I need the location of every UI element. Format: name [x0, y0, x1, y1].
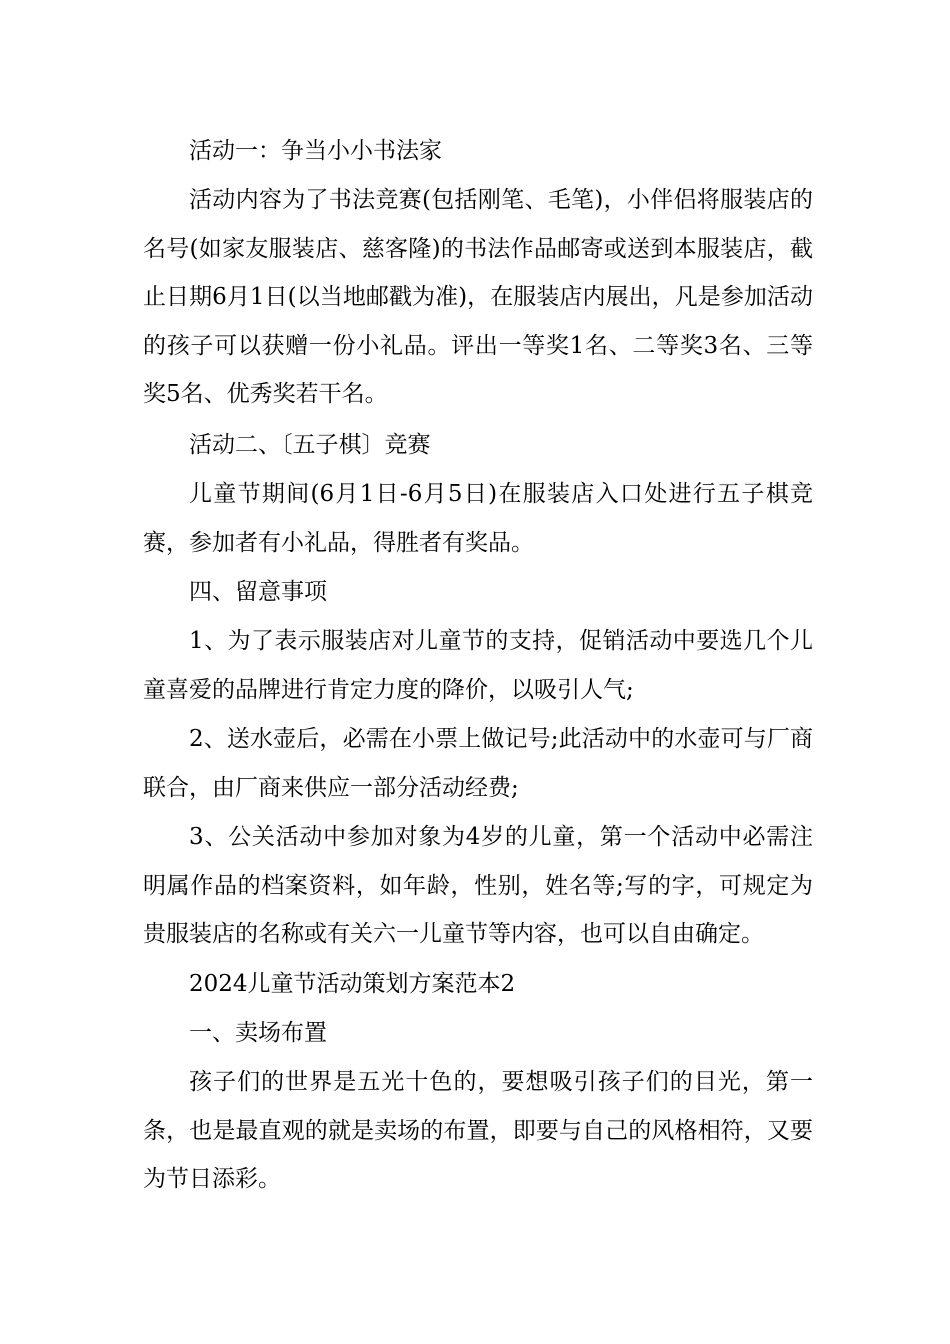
- paragraph-note-1: 1、为了表示服装店对儿童节的支持，促销活动中要选几个儿童喜爱的品牌进行肯定力度的降价，以吸引人气;: [143, 628, 813, 703]
- paragraph-note-3: 3、公关活动中参加对象为4岁的儿童，第一个活动中必需注明属作品的档案资料，如年龄，性别，姓名等;写的字，可规定为贵服装店的名称或有关六一儿童节等内容，也可以自由确定。: [143, 824, 813, 947]
- document-subtitle: 2024儿童节活动策划方案范本2: [189, 971, 516, 997]
- paragraph-activity-two-title: 活动二、〔五子棋〕竞赛: [189, 432, 431, 458]
- paragraph-activity-two-content: 儿童节期间(6月1日-6月5日)在服装店入口处进行五子棋竞赛，参加者有小礼品，得胜者有奖品。: [143, 481, 813, 556]
- paragraph-activity-one-content: 活动内容为了书法竞赛(包括刚笔、毛笔)，小伴侣将服装店的名号(如家友服装店、慈客隆)的书法作品邮寄或送到本服装店，截止日期6月1日(以当地邮戳为准)，在服装店内展出，凡是参加活动的孩子可以获赠一份小礼品。评出一等奖1名、二等奖3名、三等奖5名、优秀奖若干名。: [143, 187, 813, 407]
- paragraph-note-2: 2、送水壶后，必需在小票上做记号;此活动中的水壶可与厂商联合，由厂商来供应一部分活动经费;: [143, 726, 813, 801]
- paragraph-store-layout: 孩子们的世界是五光十色的，要想吸引孩子们的目光，第一条，也是最直观的就是卖场的布置，即要与自己的风格相符，又要为节日添彩。: [143, 1069, 813, 1192]
- paragraph-activity-one-title: 活动一：争当小小书法家: [189, 138, 442, 164]
- section-heading-notes: 四、留意事项: [189, 579, 327, 605]
- section-heading-store-layout: 一、卖场布置: [189, 1020, 327, 1046]
